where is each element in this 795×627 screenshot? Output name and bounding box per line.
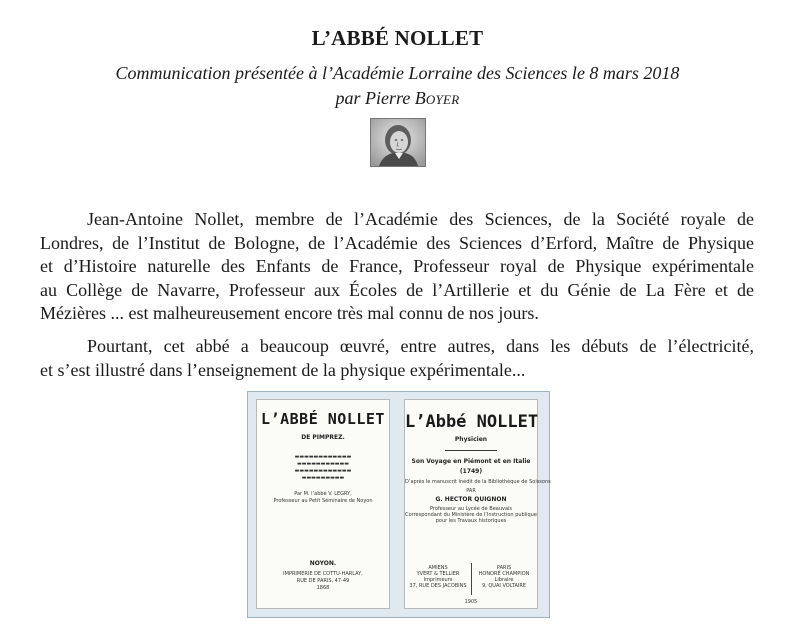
cover-text-block: ▬▬▬▬▬▬▬▬▬▬▬▬ bbox=[294, 454, 352, 460]
paragraph-line: au Collège de Navarre, Professeur aux Écoles de l’Artillerie et du Génie de La Fère et de bbox=[40, 279, 754, 300]
paragraph-line: et s’est illustré dans l’enseignement de la physique expérimentale... bbox=[40, 359, 526, 380]
publisher-right-name: HONORÉ CHAMPION bbox=[478, 571, 530, 577]
byline-prefix: par Pierre B bbox=[335, 88, 426, 108]
cover-voyage-year: (1749) bbox=[459, 468, 483, 475]
book-covers-image bbox=[247, 391, 550, 618]
cover-source: D’après le manuscrit inédit de la Bibliothèque de Soissons bbox=[405, 479, 551, 485]
publisher-left-role: Imprimeurs bbox=[423, 577, 453, 583]
cover-text-block: ▬▬▬▬▬▬▬▬▬ bbox=[301, 475, 345, 481]
publisher-left-city: AMIENS bbox=[428, 565, 448, 571]
cover-author-role: Professeur au Lycée de Beauvais bbox=[429, 506, 513, 512]
cover-par: PAR bbox=[466, 488, 476, 494]
portrait-image bbox=[370, 118, 426, 167]
publisher-right-city: PARIS bbox=[496, 565, 512, 571]
paragraph-line: Londres, de l’Institut de Bologne, de l’Académie des Sciences d’Erford, Maître de Physique bbox=[40, 232, 754, 253]
cover-place: DE PIMPREZ. bbox=[301, 434, 345, 441]
cover-printer: IMPRIMERIE DE COTTU-HARLAY, bbox=[283, 571, 363, 577]
publisher-left-address: 37, RUE DES JACOBINS bbox=[409, 583, 467, 589]
cover-author-role: pour les Travaux historiques bbox=[435, 518, 507, 524]
book-cover-right bbox=[404, 399, 551, 609]
cover-author-role: Correspondant du Ministère de l’Instruction publique bbox=[405, 512, 537, 518]
subtitle: Communication présentée à l’Académie Lorraine des Sciences le 8 mars 2018 bbox=[115, 63, 680, 83]
cover-text-block: ▬▬▬▬▬▬▬▬▬▬▬▬ bbox=[294, 468, 352, 474]
paragraph-line: Pourtant, cet abbé a beaucoup œuvré, entre autres, dans les débuts de l’électricité, bbox=[87, 336, 754, 356]
divider bbox=[445, 450, 497, 451]
paragraph-line: et d’Histoire naturelle des Enfants de France, Professeur royal de Physique expérimentale bbox=[40, 256, 754, 276]
paragraph-2 bbox=[40, 335, 754, 382]
cover-printer-address: RUE DE PARIS, 47-49 bbox=[296, 578, 350, 584]
book-cover-left bbox=[256, 399, 390, 609]
byline-smallcaps: OYER bbox=[425, 92, 460, 107]
cover-title: L’ABBÉ NOLLET bbox=[261, 410, 385, 428]
paragraph-1 bbox=[40, 208, 754, 326]
page-title: L’ABBÉ NOLLET bbox=[311, 26, 484, 50]
cover-year: 1905 bbox=[464, 599, 478, 605]
cover-year: 1868 bbox=[316, 585, 330, 591]
cover-profession: Physicien bbox=[454, 436, 488, 443]
cover-text-block: ▬▬▬▬▬▬▬▬▬▬▬ bbox=[297, 461, 349, 467]
paragraph-line: Jean-Antoine Nollet, membre de l’Académie des Sciences, de la Société royale de bbox=[87, 209, 754, 229]
publisher-right-role: Libraire bbox=[494, 577, 514, 583]
publisher-right-address: 9, QUAI VOLTAIRE bbox=[482, 583, 526, 589]
cover-author: Par M. l’abbé V. LEGRY, bbox=[294, 491, 352, 497]
cover-title: L’Abbé NOLLET bbox=[405, 412, 539, 432]
cover-author-role: Professeur au Petit Séminaire de Noyon bbox=[273, 498, 373, 504]
portrait-engraving bbox=[371, 119, 425, 166]
publisher-left-name: YVERT & TELLIER bbox=[416, 571, 460, 577]
cover-author: G. HECTOR QUIGNON bbox=[435, 496, 507, 503]
cover-voyage: Son Voyage en Piémont et en Italie bbox=[411, 458, 531, 465]
byline bbox=[0, 88, 795, 109]
cover-city: NOYON. bbox=[309, 560, 337, 567]
paragraph-line: Mézières ... est malheureusement encore très mal connu de nos jours. bbox=[40, 303, 539, 323]
